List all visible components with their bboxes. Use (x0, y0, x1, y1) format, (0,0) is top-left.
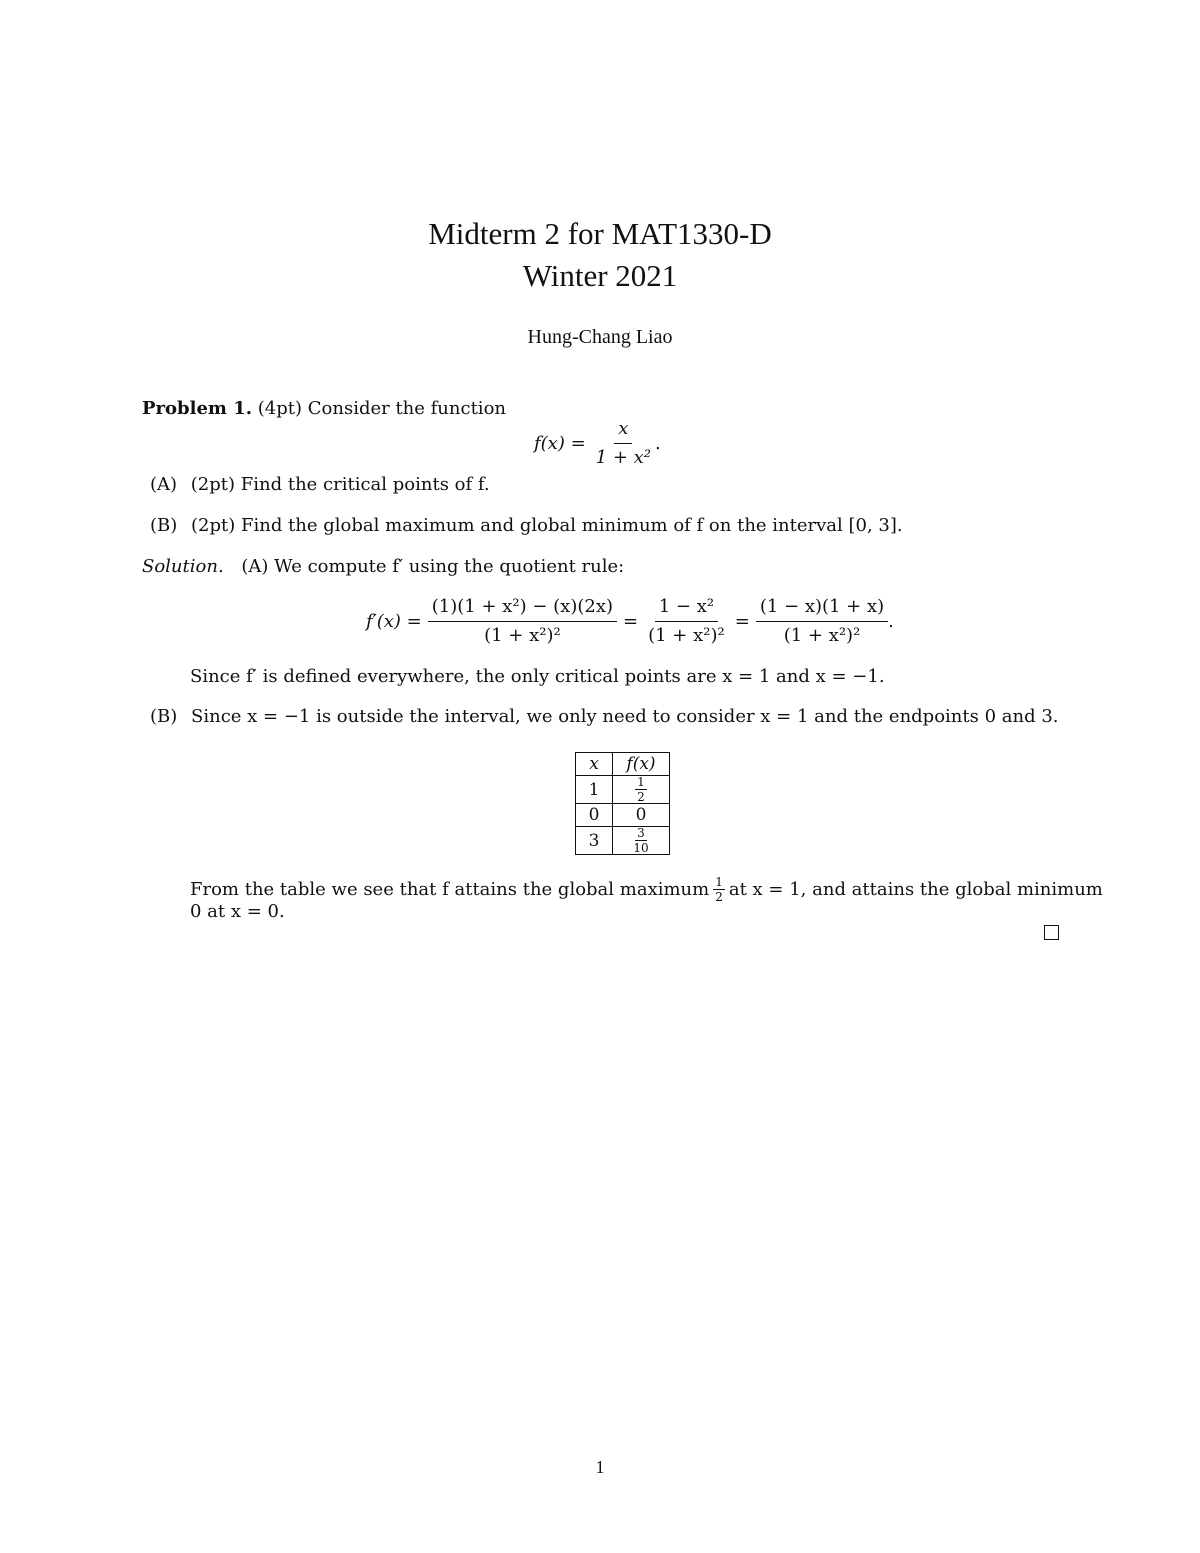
table-cell-x: 1 (576, 776, 613, 804)
part-a-text: (2pt) Find the critical points of f. (190, 474, 490, 495)
table-header-fx: f(x) (613, 753, 670, 776)
fraction-3-denominator: (1 + x²)² (783, 625, 861, 646)
function-definition (534, 418, 661, 469)
solution-part-b-label: (B) (150, 706, 178, 727)
page-title-line1: Midterm 2 for MAT1330-D (428, 216, 772, 251)
function-denominator: 1 + x² (595, 447, 652, 468)
derivative-end: . (888, 610, 894, 632)
table-cell-fx: 0 (613, 804, 670, 827)
function-fraction (592, 418, 655, 469)
part-a-label: (A) (150, 474, 178, 495)
function-lhs: f(x) = (534, 432, 586, 454)
equals-sign: = (734, 610, 750, 632)
table-row (576, 827, 670, 855)
part-b-question (150, 515, 903, 537)
table-cell-fx: $\frac{1}{2}$ (613, 776, 670, 804)
function-end: . (655, 432, 661, 454)
part-a-question (150, 474, 490, 496)
solution-part-b (150, 706, 1059, 728)
table-row (576, 776, 670, 804)
solution-label: Solution. (142, 556, 224, 577)
page-number: 1 (595, 1457, 605, 1477)
solution-intro (142, 556, 624, 578)
qed-square-icon (1044, 925, 1059, 940)
table-cell-x: 3 (576, 827, 613, 855)
fraction-1-denominator: (1 + x²)² (484, 625, 561, 646)
final-conclusion-line2: 0 at x = 0. (190, 901, 285, 922)
author-name: Hung-Chang Liao (527, 326, 673, 348)
derivative-fraction-2 (644, 596, 729, 647)
conclusion-text-2: at x = 1, and attains the global minimum (728, 878, 1103, 900)
problem-points: (4pt) (257, 398, 303, 419)
table-row (576, 804, 670, 827)
fraction-2-denominator: (1 + x²)² (648, 625, 725, 646)
derivative-fraction-1 (428, 596, 617, 647)
derivative-lhs: f′(x) = (366, 610, 422, 632)
part-a-conclusion: Since f′ is defined everywhere, the only critical points are x = 1 and x = −1. (190, 666, 885, 687)
derivative-equation (366, 596, 894, 647)
equals-sign: = (623, 610, 639, 632)
problem-intro: Consider the function (307, 398, 506, 419)
fraction-1-numerator: (1)(1 + x²) − (x)(2x) (428, 596, 617, 622)
function-numerator: x (614, 418, 632, 444)
page-title-line2: Winter 2021 (522, 258, 678, 293)
conclusion-text-1: From the table we see that f attains the global maximum (190, 878, 710, 900)
part-b-text: (2pt) Find the global maximum and global minimum of f on the interval [0, 3]. (191, 515, 903, 536)
part-b-label: (B) (150, 515, 178, 536)
solution-part-a-intro: (A) We compute f′ using the quotient rule: (241, 556, 625, 577)
fraction-3-numerator: (1 − x)(1 + x) (756, 596, 888, 622)
values-table (575, 752, 670, 855)
fraction-2-numerator: 1 − x² (655, 596, 718, 622)
table-header-x: x (576, 753, 613, 776)
final-conclusion-line1 (190, 876, 1103, 903)
table-cell-x: 0 (576, 804, 613, 827)
derivative-fraction-3 (756, 596, 888, 647)
problem-label: Problem 1. (142, 398, 253, 419)
solution-part-b-text: Since x = −1 is outside the interval, we only need to consider x = 1 and the endpoints 0 and 3. (191, 706, 1059, 727)
problem-header (142, 398, 506, 420)
table-header-row (576, 753, 670, 776)
conclusion-fraction: 1 2 (715, 875, 723, 904)
table-cell-fx: $\frac{3}{10}$ (613, 827, 670, 855)
